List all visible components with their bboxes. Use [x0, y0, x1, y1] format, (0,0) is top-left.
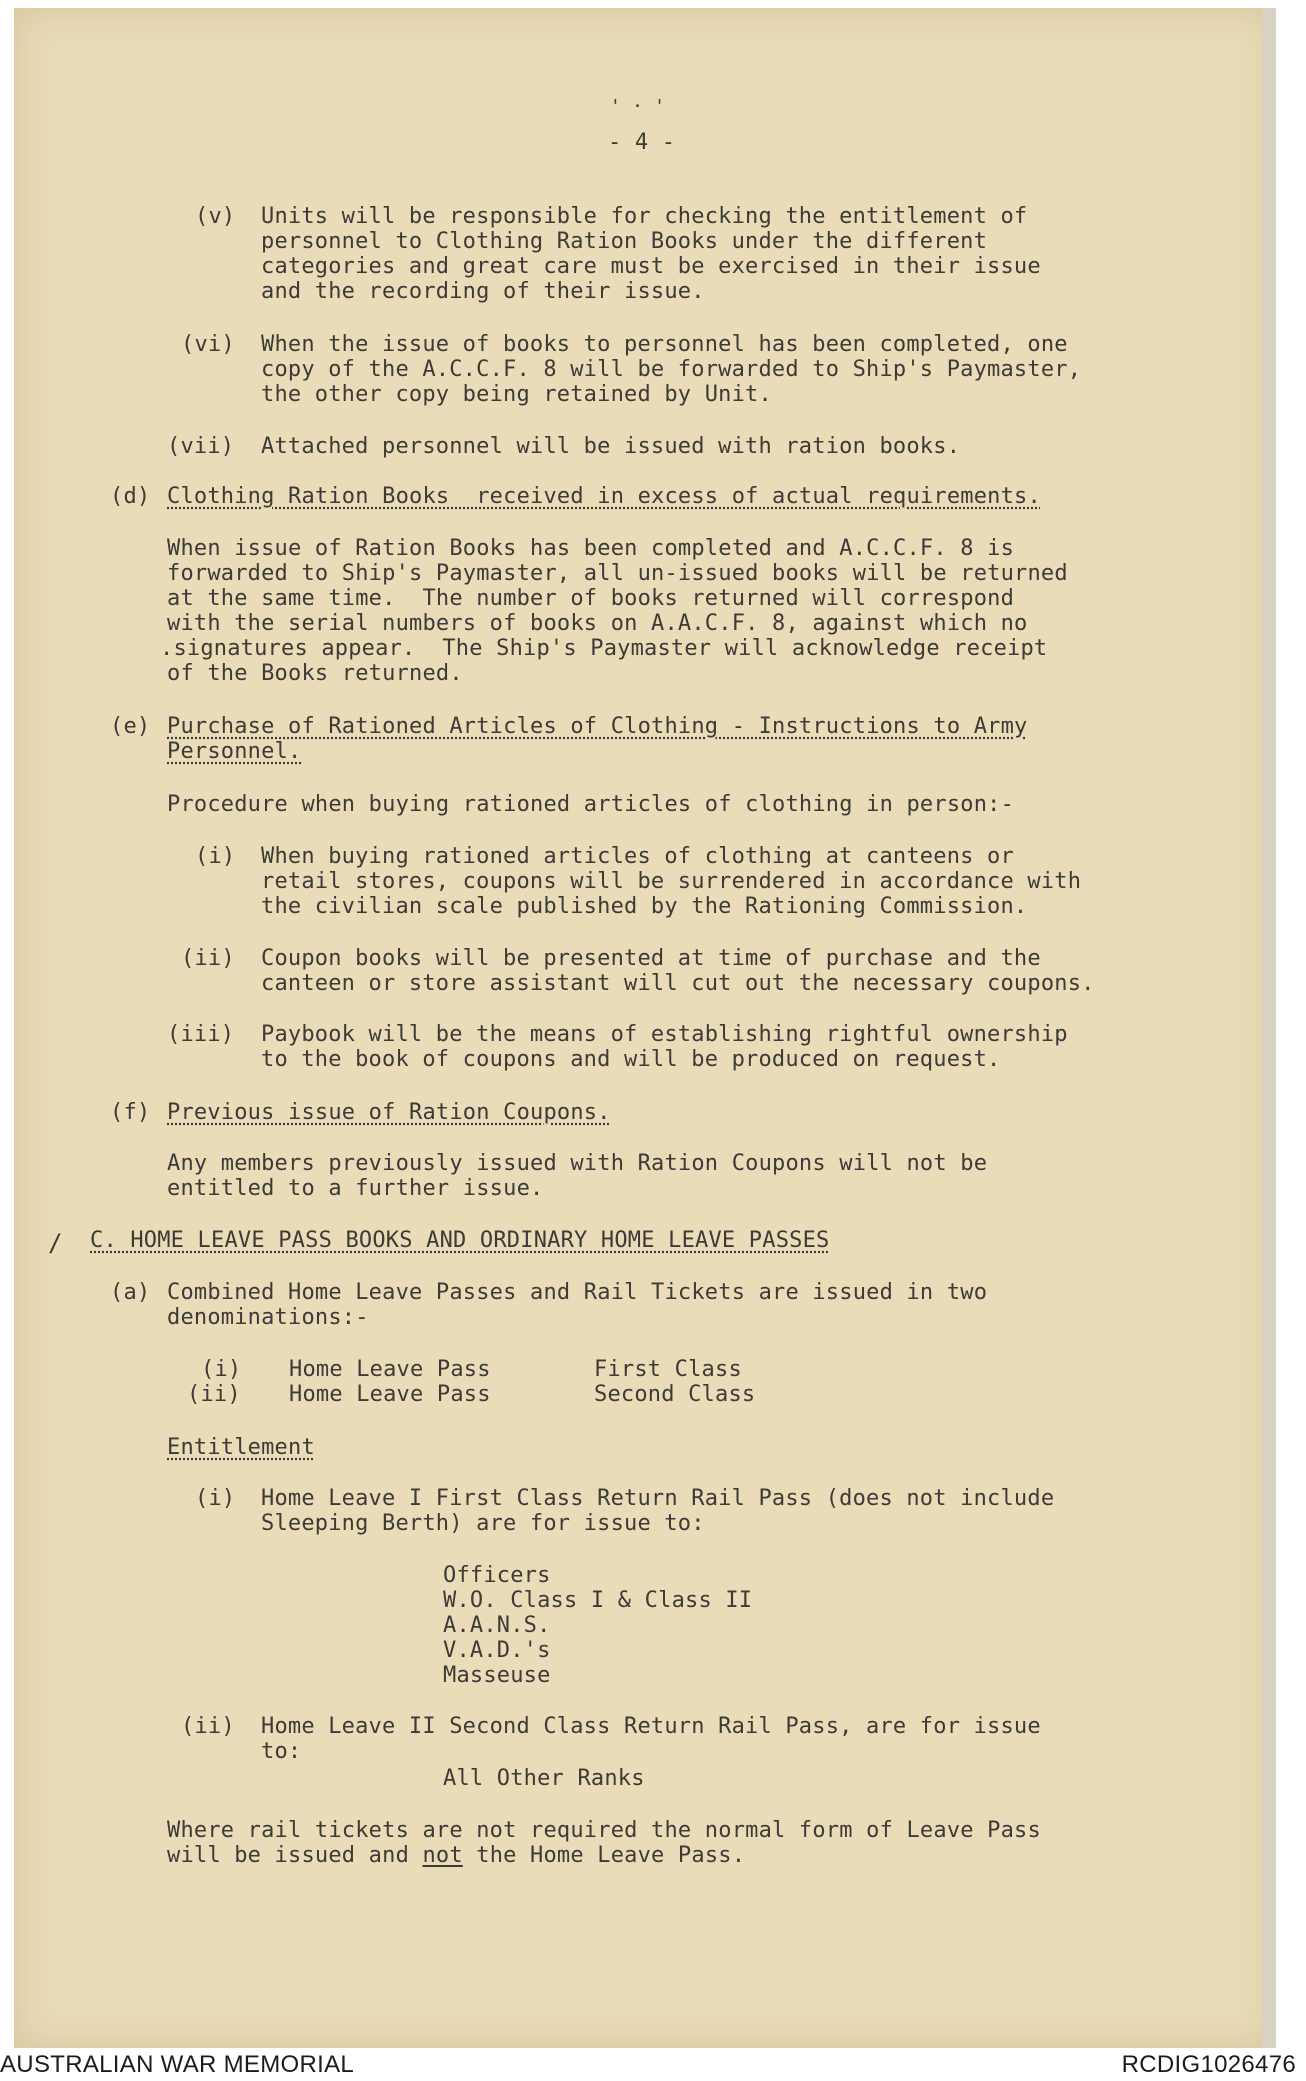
entitlement-i-list-4: V.A.D.'s: [443, 1638, 551, 1663]
entitlement-i-list-3: A.A.N.S.: [443, 1613, 551, 1638]
section-e-item-i-number: (i): [195, 844, 236, 869]
section-f-heading: Previous issue of Ration Coupons.: [167, 1100, 611, 1125]
document-page: [14, 8, 1276, 2048]
margin-mark: /: [48, 1229, 63, 1257]
closing-line1: Where rail tickets are not required the normal form of Leave Pass: [167, 1818, 1041, 1843]
item-vi-line2: copy of the A.C.C.F. 8 will be forwarded to Ship's Paymaster,: [261, 357, 1082, 382]
section-d-line2: forwarded to Ship's Paymaster, all un-issued books will be returned: [167, 561, 1068, 586]
section-f-line1: Any members previously issued with Ration Coupons will not be: [167, 1151, 988, 1176]
denom-1-class: First Class: [594, 1357, 742, 1382]
closing-line2-start: will be issued and: [167, 1843, 423, 1868]
section-f-number: (f): [110, 1100, 151, 1125]
footer-right: RCDIG1026476: [1121, 2051, 1296, 2078]
section-e-item-ii-line2: canteen or store assistant will cut out the necessary coupons.: [261, 971, 1095, 996]
section-e-item-ii-line1: Coupon books will be presented at time of purchase and the: [261, 946, 1041, 971]
item-v-number: (v): [195, 204, 236, 229]
entitlement-i-list-2: W.O. Class I & Class II: [443, 1588, 753, 1613]
entitlement-i-list-5: Masseuse: [443, 1663, 551, 1688]
item-vi-line3: the other copy being retained by Unit.: [261, 382, 772, 407]
section-e-item-i-line2: retail stores, coupons will be surrendered in accordance with: [261, 869, 1082, 894]
section-d-heading: Clothing Ration Books received in excess of actual requirements.: [167, 484, 1041, 509]
section-c-a-line2: denominations:-: [167, 1305, 369, 1330]
entitlement-ii-list-1: All Other Ranks: [443, 1766, 645, 1791]
entitlement-i-line1: Home Leave I First Class Return Rail Pass (does not include: [261, 1486, 1055, 1511]
section-e-item-i-line3: the civilian scale published by the Rationing Commission.: [261, 894, 1028, 919]
denom-2-name: Home Leave Pass: [289, 1382, 491, 1407]
footer-left: AUSTRALIAN WAR MEMORIAL: [0, 2051, 355, 2078]
section-d-number: (d): [110, 484, 151, 509]
item-vi-line1: When the issue of books to personnel has been completed, one: [261, 332, 1068, 357]
page-number: - 4 -: [608, 130, 676, 155]
closing-line2: [167, 1843, 745, 1869]
entitlement-heading: Entitlement: [167, 1435, 315, 1460]
item-v-line2: personnel to Clothing Ration Books under the different: [261, 229, 988, 254]
closing-not: not: [422, 1843, 463, 1868]
entitlement-ii-number: (ii): [181, 1714, 235, 1739]
section-d-line1: When issue of Ration Books has been completed and A.C.C.F. 8 is: [167, 536, 1015, 561]
section-c-heading: C. HOME LEAVE PASS BOOKS AND ORDINARY HOME LEAVE PASSES: [90, 1228, 830, 1253]
entitlement-i-number: (i): [195, 1486, 236, 1511]
closing-line2-end: the Home Leave Pass.: [462, 1843, 746, 1868]
section-e-number: (e): [110, 714, 151, 739]
denom-2-number: (ii): [187, 1382, 241, 1407]
section-d-line6: of the Books returned.: [167, 661, 463, 686]
section-d-line4: with the serial numbers of books on A.A.C.F. 8, against which no: [167, 611, 1028, 636]
section-e-intro: Procedure when buying rationed articles of clothing in person:-: [167, 792, 1015, 817]
entitlement-i-line2: Sleeping Berth) are for issue to:: [261, 1511, 705, 1536]
item-vii-number: (vii): [167, 434, 235, 459]
section-d-line3: at the same time. The number of books returned will correspond: [167, 586, 1015, 611]
section-c-a-number: (a): [110, 1280, 151, 1305]
item-v-line4: and the recording of their issue.: [261, 279, 705, 304]
section-e-heading-line1: Purchase of Rationed Articles of Clothing - Instructions to Army: [167, 714, 1028, 739]
section-c-a-line1: Combined Home Leave Passes and Rail Tickets are issued in two: [167, 1280, 988, 1305]
item-v-line3: categories and great care must be exercised in their issue: [261, 254, 1041, 279]
denom-1-number: (i): [201, 1357, 242, 1382]
section-e-item-ii-number: (ii): [181, 946, 235, 971]
section-e-heading-line2: Personnel.: [167, 739, 302, 764]
section-e-item-iii-line2: to the book of coupons and will be produced on request.: [261, 1047, 1001, 1072]
section-d-line5: .signatures appear. The Ship's Paymaster will acknowledge receipt: [160, 636, 1048, 661]
section-e-item-iii-line1: Paybook will be the means of establishing rightful ownership: [261, 1022, 1068, 1047]
top-mark: ' · ': [610, 96, 666, 117]
entitlement-i-list-1: Officers: [443, 1563, 551, 1588]
denom-2-class: Second Class: [594, 1382, 756, 1407]
section-e-item-iii-number: (iii): [167, 1022, 235, 1047]
section-e-item-i-line1: When buying rationed articles of clothing at canteens or: [261, 844, 1014, 869]
entitlement-ii-line1: Home Leave II Second Class Return Rail Pass, are for issue: [261, 1714, 1041, 1739]
denom-1-name: Home Leave Pass: [289, 1357, 491, 1382]
section-f-line2: entitled to a further issue.: [167, 1176, 544, 1201]
item-v-line1: Units will be responsible for checking the entitlement of: [261, 204, 1028, 229]
item-vii-line1: Attached personnel will be issued with ration books.: [261, 434, 961, 459]
item-vi-number: (vi): [181, 332, 235, 357]
page-edge: [1262, 8, 1276, 2048]
entitlement-ii-line2: to:: [261, 1739, 302, 1764]
